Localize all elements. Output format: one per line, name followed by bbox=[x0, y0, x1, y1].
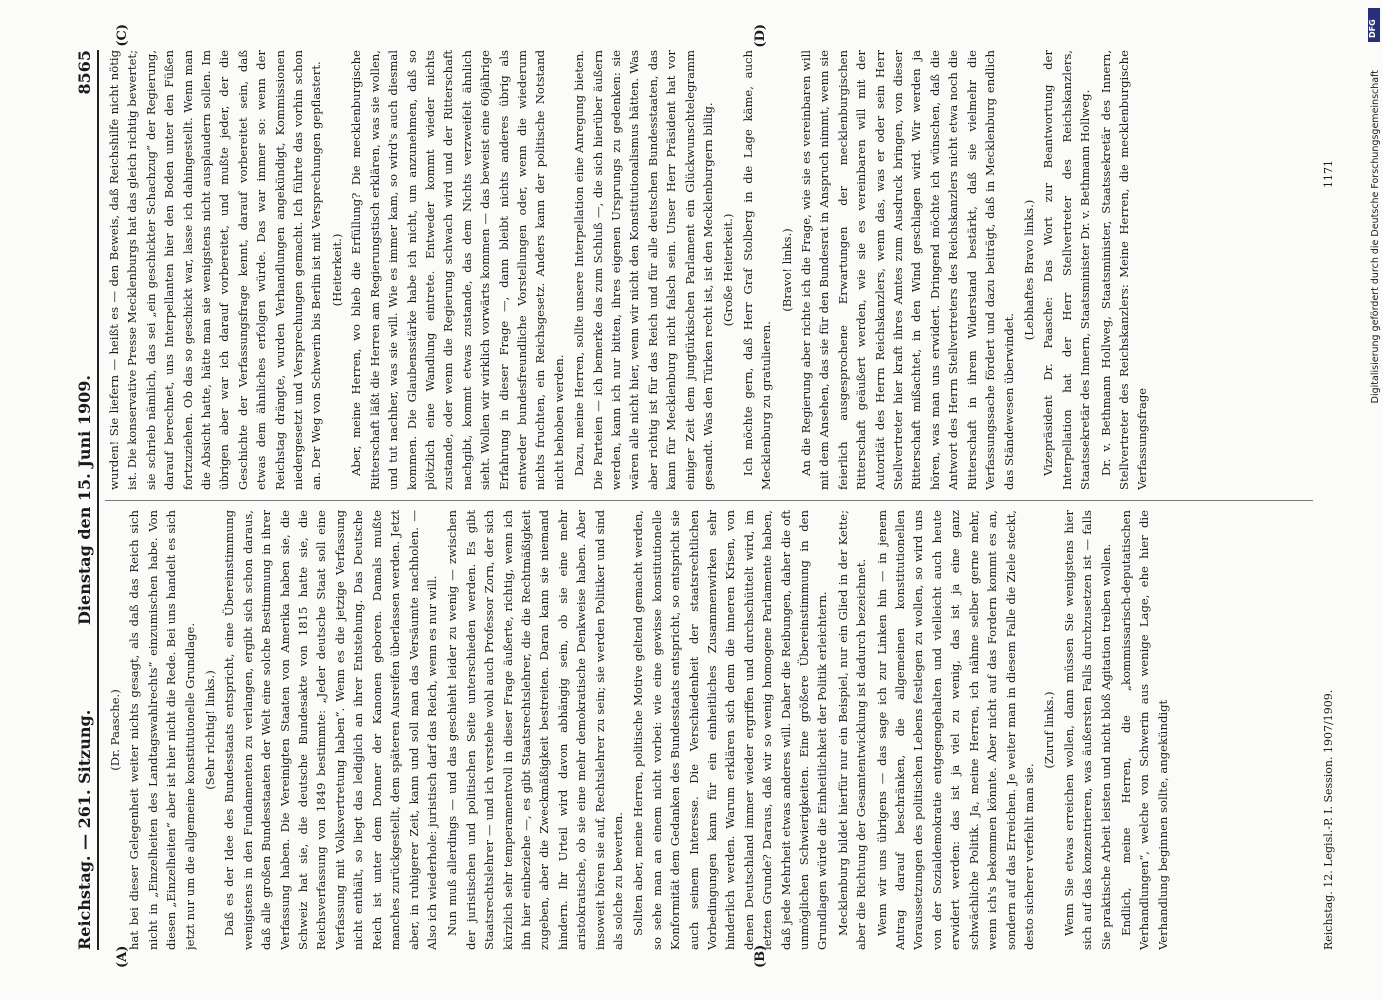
rotated-page-content bbox=[53, 24, 1343, 970]
header-page-number: 8565 bbox=[75, 50, 94, 95]
interjection: (Lebhaftes Bravo links.) bbox=[1021, 199, 1036, 341]
paragraph: Dr. v. Bethmann Hollweg, Staatsminister, Staatssekretär des Innern, Stellvertreter des Reichskanzlers: Meine Herren, die mecklenburgische Verfassungsfrage bbox=[1098, 50, 1150, 490]
paragraph: Dazu, meine Herren, sollte unsere Interpellation eine Anregung bieten. Die Parteien — ich bemerke das zum Schluß —, die sich hierüber äußern werden, kann ich nur bitten, ihres eigenen Ursprungs zu gedenken: sie wären alle nicht hier, wenn wir nicht den Konstitutionalismus hätten. Was aber richtig ist für das Reich und für alle deutschen Bundesstaaten, das kann für Mecklenburg nicht falsch sein. Unser Herr Präsident hat vor einiger Zeit dem jungtürkischen Parlament ein Glückwunschtelegramm gesandt. Was den Türken recht ist, ist den Mecklenburgern billig. bbox=[572, 50, 715, 490]
paragraph: Wenn wir uns übrigens — das sage ich zur Linken hin — in jenem Antrag darauf beschränken, die allgemeinen konstitutionellen Voraussetzungen des politischen Lebens festlegen zu wollen, so wird uns von der Sozialdemokratie entgegengehalten und vielleicht auch heute erwidert werden: das ist ja viel zu wenig, das ist ja eine ganz schwächliche Politik. Ja, meine Herren, ich nähme selber gerne mehr, wenn ich's bekommen könnte. Aber nicht auf das Fordern kommt es an, sondern auf das Erreichen. Je weiter man in diesem Falle die Ziele steckt, desto sicherer verfehlt man sie. bbox=[874, 510, 1036, 950]
right-column bbox=[105, 50, 1313, 490]
column-divider bbox=[105, 500, 1313, 501]
header-left: Reichstag. — 261. Sitzung. bbox=[75, 709, 94, 950]
paragraph: Sollten aber, meine Herren, politische Motive geltend gemacht werden, so sehe man an einem nicht vorbei: wie eine gewisse konstitutionelle Konformität dem Gedanken des Bundesstaats entspricht, so entspricht sie auch seinem Interesse. Die Verschiedenheit der staatsrechtlichen Vorbedingungen kann für ein einheitliches Zusammenwirken sehr hinderlich werden. Warum erklären sich denn die inneren Krisen, von denen Deutschland immer wieder ergriffen und durchschüttelt wird, im letzten Grunde? Daraus, daß wir so wenig homogene Parlamente haben, daß jede Mehrheit etwas anderes will. Daher die Reibungen, daher die oft unmöglichen Schwierigkeiten. Eine größere Übereinstimmung in den Grundlagen würde die Einheitlichkeit der Politik erleichtern. bbox=[631, 510, 830, 950]
margin-marker-c: (C) bbox=[115, 24, 130, 47]
margin-marker-d: (D) bbox=[753, 24, 768, 48]
paragraph: Ich möchte gern, daß Herr Graf Stolberg in die Lage käme, auch Mecklenburg zu gratulieren. bbox=[740, 50, 774, 490]
interjection: (Sehr richtig! links.) bbox=[203, 670, 218, 790]
paragraph: Endlich, meine Herren, die „kommissarisch-deputatischen Verhandlungen“, welche von Schwerin aus wenige Lage, ehe hier die Verhandlung beginnen sollte, angekündigt bbox=[1118, 510, 1170, 950]
paragraph: wurden! Sie liefern — heißt es — den Beweis, daß Reichshilfe nicht nötig ist. Die konservative Presse Mecklenburgs hat das gleich richtig bewertet; sie schrieb nämlich, das sei „ein geschickter Schachzug“ der Regierung, darauf berechnet, uns Interpellanten hier den Boden unter den Füßen fortzuziehen. Ob das so geschickt war, lasse ich dahingestellt. Wenn man die Absicht hatte, hätte man sie wenigstens nicht ausplaudern sollen. Im übrigen aber war ich darauf vorbereitet, und mußte jeder, der die Geschichte der Verfassungsfrage kennt, darauf vorbereitet sein, daß etwas dem ähnliches erfolgen würde. Das war immer so: wenn der Reichstag drängte, wurden Verhandlungen angekündigt, Kommissionen niedergesetzt und Versprechungen gemacht. Ich führte das vorhin schon an. Der Weg von Schwerin bis Berlin ist mit Versprechungen gepflastert. bbox=[107, 50, 324, 490]
speaker-label: (Dr. Paasche.) bbox=[108, 689, 122, 771]
header-rule bbox=[97, 50, 99, 950]
digitization-credit-text: Digitalisierung gefördert durch die Deutsche Forschungsgemeinschaft bbox=[1370, 70, 1381, 404]
paragraph: Wenn Sie etwas erreichen wollen, dann müssen Sie wenigstens hier sich auf das konzentrieren, was äußersten Falls durchzusetzen ist — falls Sie praktische Arbeit leisten und nicht bloß Agitation treiben wollen. bbox=[1061, 510, 1113, 950]
interjection: (Bravo! links.) bbox=[779, 228, 794, 312]
interjection: (Zuruf links.) bbox=[1042, 691, 1057, 769]
paragraph: Vizepräsident Dr. Paasche: Das Wort zur Beantwortung der Interpellation hat der Herr Stellvertreter des Reichskanzlers, Staatssekretär des Innern, Staatsminister Dr. v. Bethmann Hollweg. bbox=[1041, 50, 1093, 490]
paragraph: Daß es der Idee des Bundesstaats entspricht, eine Übereinstimmung wenigstens in den Fundamenten zu verlangen, ergibt sich schon daraus, daß alle großen Bundesstaaten der Welt eine solche Bestimmung in ihrer Verfassung haben. Die Vereinigten Staaten von Amerika haben sie, die Schweiz hat sie, die deutsche Bundesakte von 1815 hatte sie, die Reichsverfassung von 1849 bestimmte: „Jeder deutsche Staat soll eine Verfassung mit Volksvertretung haben“. Wenn es die jetzige Verfassung nicht enthält, so liegt das lediglich an ihrer Entstehung. Das Deutsche Reich ist unter dem Donner der Kanonen geboren. Damals mußte manches zurückgestellt, dem späteren Ausreifen überlassen werden. Jetzt aber, in ruhigerer Zeit, kann und soll man das Versäumte nachholen. — Also ich wiederhole: juristisch darf das Reich, wenn es nur will. bbox=[222, 510, 439, 950]
paragraph: Nun muß allerdings — und das geschieht leider zu wenig — zwischen der juristischen und politischen Seite unterschieden werden. Es gibt Staatsrechtslehrer — und ich verstehe wohl auch Professor Zorn, der sich kürzlich sehr temperamentvoll in dieser Frage äußerte, richtig, wenn ich ihn hier einbeziehe —, es gibt Staatsrechtslehrer, die die Rechtmäßigkeit zugeben, aber die Zweckmäßigkeit bestreiten. Daran kann sie niemand hindern. Ihr Urteil wird davon abhängig sein, ob sie eine mehr aristokratische, ob sie eine mehr demokratische Denkweise haben. Aber insoweit hören sie auf, Rechtslehrer zu sein; sie werden Politiker und sind als solche zu bewerten. bbox=[445, 510, 625, 950]
left-column bbox=[105, 510, 1313, 950]
paragraph: An die Regierung aber richte ich die Frage, wie sie es vereinbaren will mit dem Ansehen, das sie für den Bundesrat in Anspruch nimmt, wenn sie feierlich ausgesprochene Erwartungen der mecklenburgischen Ritterschaft geäußert werden, wie sie es vereinbaren will mit der Autorität des Herrn Reichskanzlers, wenn das, was er oder sein Herr Stellvertreter hier kraft ihres Amtes zum Ausdruck bringen, von dieser Ritterschaft mißachtet, in den Wind geschlagen wird. Wir werden ja hören, was man uns erwidert. Dringend möchte ich wünschen, daß die Antwort des Herrn Stellvertreters des Reichskanzlers nicht etwa noch die Ritterschaft in ihrem Widerstand bestärkt, daß sie vielmehr die Verfassungssache fördert und dazu beiträgt, daß in Mecklenburg endlich das Ständewesen überwindet. bbox=[799, 50, 1016, 490]
page-footer: Reichstag. 12. Legisl.-P. I. Session. 1907/1909. bbox=[1322, 689, 1335, 950]
interjection: (Große Heiterkeit.) bbox=[721, 213, 736, 327]
sheet-number: 1171 bbox=[1322, 160, 1335, 188]
paragraph: Mecklenburg bildet hierfür nur ein Beispiel, nur ein Glied in der Kette; aber die Richtung der Gesamtentwicklung ist dadurch bezeichnet. bbox=[835, 510, 869, 950]
paragraph: hat bei dieser Gelegenheit weiter nichts gesagt, als daß das Reich sich nicht in „Einzelheiten des Landtagswahlrechts“ einzumischen habe. Von diesen „Einzelheiten“ aber ist hier nicht die Rede. Bei uns handelt es sich jetzt nur um die allgemeine konstitutionelle Grundlage. bbox=[127, 510, 197, 950]
header-date: Dienstag den 15. Juni 1909. bbox=[75, 375, 94, 625]
digitization-credit bbox=[1370, 10, 1383, 610]
paragraph: Aber, meine Herren, wo blieb die Erfüllung? Die mecklenburgische Ritterschaft läßt die Herren am Regierungstisch erklären, was sie wollen, und tut nachher, was sie will. Wie es immer kam, so wird's auch diesmal kommen. Die Glaubensstärke habe ich nicht, um anzunehmen, daß so plötzlich eine Wandlung eintrete. Entweder kommt wieder nichts zustande, oder wenn die Regierung schwach wird und der Ritterschaft nachgibt, kommt etwas zustande, das dem Nichts verzweifelt ähnlich sieht. Wollen wir wirklich vorwärts kommen — das beweist eine 60jährige Erfahrung in dieser Frage —, dann bleibt nichts anderes übrig als entweder bundesfreundliche Vorstellungen oder, wenn die wiederum nichts fruchten, ein Reichsgesetz. Anders kann der politische Notstand nicht behoben werden. bbox=[349, 50, 566, 490]
margin-marker-b: (B) bbox=[753, 944, 768, 968]
interjection: (Heiterkeit.) bbox=[329, 233, 344, 307]
dfg-logo-text: DFG bbox=[1368, 19, 1377, 38]
page-header bbox=[61, 50, 101, 950]
margin-marker-a: (A) bbox=[115, 945, 130, 968]
